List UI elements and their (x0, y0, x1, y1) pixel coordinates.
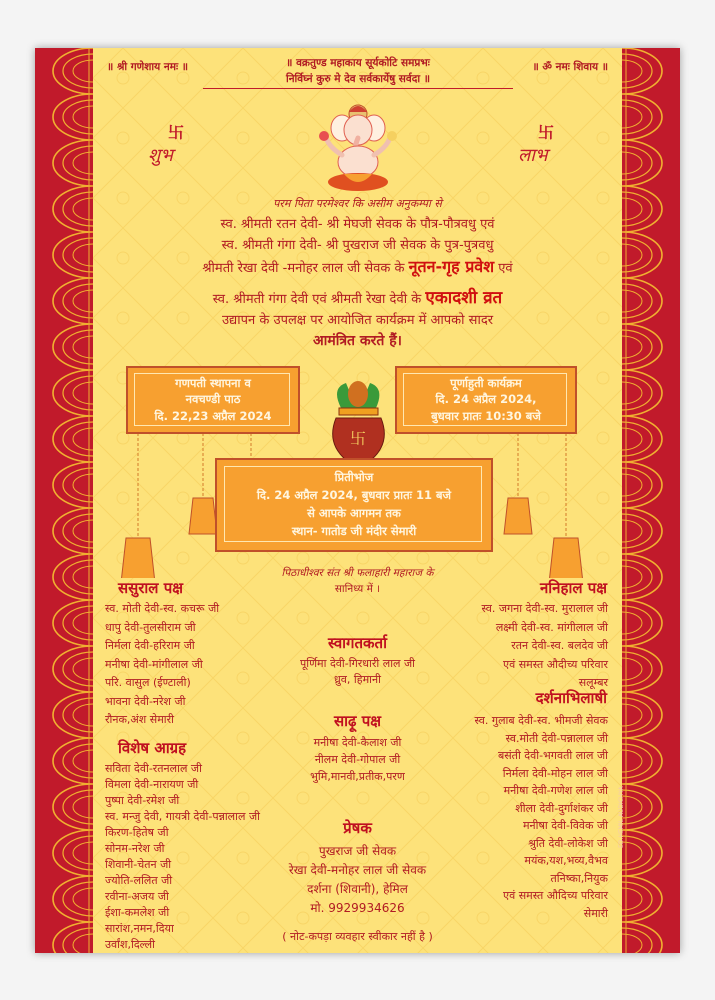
sasural-item: धापु देवी-तुलसीराम जी (105, 620, 196, 634)
sadhu-item: मनीषा देवी-कैलाश जी (313, 736, 402, 749)
nanihal-item: सलूम्बर (578, 676, 608, 689)
intro-line5-a: स्व. श्रीमती गंगा देवी एवं श्रीमती रेखा देवी के (212, 292, 422, 307)
intro-line4 (93, 255, 622, 277)
intro-line1: परम पिता परमेश्वर कि असीम अनुकम्पा से (273, 197, 442, 210)
sasural-item: भावना देवी-नरेश जी (105, 694, 186, 708)
sadhu-item: भुमि,मानवी,प्रतीक,परण (310, 770, 405, 783)
labh-text: लाभ (518, 145, 548, 166)
purnahuti-line2: दि. 24 अप्रैल 2024, (435, 392, 537, 406)
blessing-line2: सानिध्य में । (334, 583, 381, 595)
sasural-item: निर्मला देवी-हरिराम जी (105, 639, 195, 652)
intro-line6: उद्यापन के उपलक्ष पर आयोजित कार्यक्रम में आपको सादर (221, 313, 494, 328)
vishesh-item: सविता देवी-रतनलाल जी (105, 762, 202, 775)
vishesh-title: विशेष आग्रह (118, 739, 187, 757)
intro-line7: आमंत्रित करते हैं। (313, 333, 402, 349)
darshan-item: मयंक,यश,भव्य,वैभव (524, 854, 608, 867)
header-center-line2: निर्विघ्नं कुरु मे देव सर्वकार्येषु सर्वदा ॥ (286, 73, 430, 85)
vishesh-item: सोनम-नरेश जी (105, 842, 165, 855)
vishesh-item: ईशा-कमलेश जी (105, 906, 170, 919)
preshak-item: मो. 9929934626 (310, 901, 405, 915)
purnahuti-line3: बुधवार प्रातः 10:30 बजे (431, 409, 541, 423)
purnahuti-line1: पूर्णाहुती कार्यक्रम (450, 376, 522, 390)
sasural-item: स्व. मोती देवी-स्व. कचरू जी (105, 602, 220, 615)
sasural-title: ससुराल पक्ष (118, 579, 183, 597)
swagat-item: पूर्णिमा देवी-गिरधारी लाल जी (299, 657, 416, 670)
labh-symbol (518, 120, 554, 167)
shubh-text: शुभ (148, 145, 173, 166)
header-center-line1: ॥ वक्रतुण्ड महाकाय सूर्यकोटि समप्रभः (286, 57, 430, 69)
swagat-title: स्वागतकर्ता (327, 634, 387, 652)
swagat-item: ध्रुव, हिमानी (334, 673, 381, 686)
intro-line2: स्व. श्रीमती रतन देवी- श्री मेघजी सेवक के पौत्र-पौत्रवधु एवं (220, 217, 495, 232)
left-border-pattern (35, 48, 93, 953)
darshan-item: स्व. गुलाब देवी-स्व. भीमजी सेवक (474, 714, 608, 727)
swastik-icon: 卐 (538, 123, 555, 142)
shubh-symbol (148, 120, 184, 167)
blessing-line1: पिठाधीश्वर संत श्री फलाहारी महाराज के (281, 567, 434, 579)
darshan-item: श्रुति देवी-लोकेश जी (528, 836, 608, 850)
footer-note: ( नोट-कपड़ा व्यवहार स्वीकार नहीं है ) (282, 930, 433, 943)
darshan-item: बसंती देवी-भगवती लाल जी (497, 749, 608, 762)
preshak-title: प्रेषक (343, 819, 372, 837)
nanihal-item: रतन देवी-स्व. बलदेव जी (511, 639, 608, 652)
darshan-item: एवं समस्त औदिच्य परिवार (503, 889, 608, 902)
preshak-item: दर्शना (शिवानी), हेमिल (307, 882, 408, 896)
intro-line4-a: श्रीमती रेखा देवी -मनोहर लाल जी सेवक के (202, 261, 405, 276)
sasural-item: रौनक,अंश सेमारी (105, 713, 174, 726)
pritibhoj-line2: दि. 24 अप्रैल 2024, बुधवार प्रातः 11 बजे (256, 488, 452, 502)
header-divider (203, 88, 513, 89)
pritibhoj-line4: स्थान- गातोड जी मंदीर सेमारी (291, 524, 417, 538)
invitation-card (35, 48, 680, 953)
pritibhoj-line3: से आपके आगमन तक (307, 506, 401, 520)
preshak-item: पुखराज जी सेवक (318, 844, 397, 858)
darshan-item: मनीषा देवी-गणेश लाल जी (503, 784, 608, 797)
ganpati-line1: गणपती स्थापना व (175, 376, 251, 390)
pritibhoj-title: प्रितीभोज (334, 470, 374, 484)
sasural-item: परि. वासुल (ईण्टाली) (105, 676, 191, 689)
ganpati-line2: नवचण्डी पाठ (185, 392, 241, 406)
sadhu-title: साढ़ू पक्ष (334, 712, 381, 730)
vishesh-item: किरण-हितेष जी (105, 826, 169, 839)
darshan-item: सेमारी (583, 906, 608, 920)
darshan-item: स्व.मोती देवी-पन्नालाल जी (505, 731, 608, 745)
nanihal-item: एवं समस्त औदीच्य परिवार (503, 657, 608, 671)
vishesh-item: ज्योति-ललित जी (105, 874, 173, 887)
darshan-item: शीला देवी-दुर्गाशंकर जी (515, 801, 608, 815)
ganpati-line3: दि. 22,23 अप्रैल 2024 (154, 409, 272, 423)
nanihal-title: ननिहाल पक्ष (539, 579, 607, 597)
ekadashi-highlight: एकादशी व्रत (425, 288, 503, 308)
svg-text:卐: 卐 (349, 429, 367, 448)
vishesh-item: स्व. मन्जु देवी, गायत्री देवी-पन्नालाल जी (105, 810, 260, 823)
intro-line3: स्व. श्रीमती गंगा देवी- श्री पुखराज जी सेवक के पुत्र-पुत्रवधु (221, 238, 494, 253)
intro-line4-c: एवं (498, 261, 513, 276)
vishesh-item: विमला देवी-नारायण जी (105, 778, 199, 791)
darshan-item: मनीषा देवी-विवेक जी (522, 819, 608, 832)
sadhu-item: नीलम देवी-गोपाल जी (314, 753, 401, 766)
header-right: ॥ ॐ नमः शिवाय ॥ (532, 61, 608, 73)
watermark: ED.HEMIL AUDICHYA (618, 786, 625, 848)
darshan-item: तनिष्का,नियुक (550, 871, 608, 885)
swastik-icon: 卐 (168, 123, 185, 142)
pritibhoj-box (215, 458, 493, 552)
nanihal-item: स्व. जगना देवी-स्व. मुरालाल जी (481, 602, 608, 615)
vishesh-item: शिवानी-चेतन जी (105, 858, 172, 871)
vishesh-item: पुष्पा देवी-रमेश जी (105, 794, 180, 807)
darshan-title: दर्शनाभिलाषी (535, 689, 607, 707)
preshak-item: रेखा देवी-मनोहर लाल जी सेवक (288, 863, 427, 877)
header-left: ॥ श्री गणेशाय नमः ॥ (107, 61, 189, 73)
right-border-pattern (618, 48, 680, 953)
darshan-item: निर्मला देवी-मोहन लाल जी (502, 766, 608, 780)
intro-line5 (93, 285, 622, 308)
nanihal-item: लक्ष्मी देवी-स्व. मांगीलाल जी (495, 620, 608, 634)
content-area (93, 48, 622, 953)
ganesha-icon (308, 100, 408, 192)
vishesh-item: उर्वांश,दिल्ली (105, 938, 155, 951)
sasural-item: मनीषा देवी-मांगीलाल जी (105, 657, 203, 671)
vishesh-item: सारांश,नमन,दिया (105, 922, 174, 935)
ganpati-sthapana-box (126, 366, 300, 434)
kalash-icon (321, 378, 396, 468)
purnahuti-box (395, 366, 577, 434)
griha-pravesh-highlight: नूतन-गृह प्रवेश (408, 257, 495, 276)
vishesh-item: रवीना-अजय जी (105, 890, 169, 903)
